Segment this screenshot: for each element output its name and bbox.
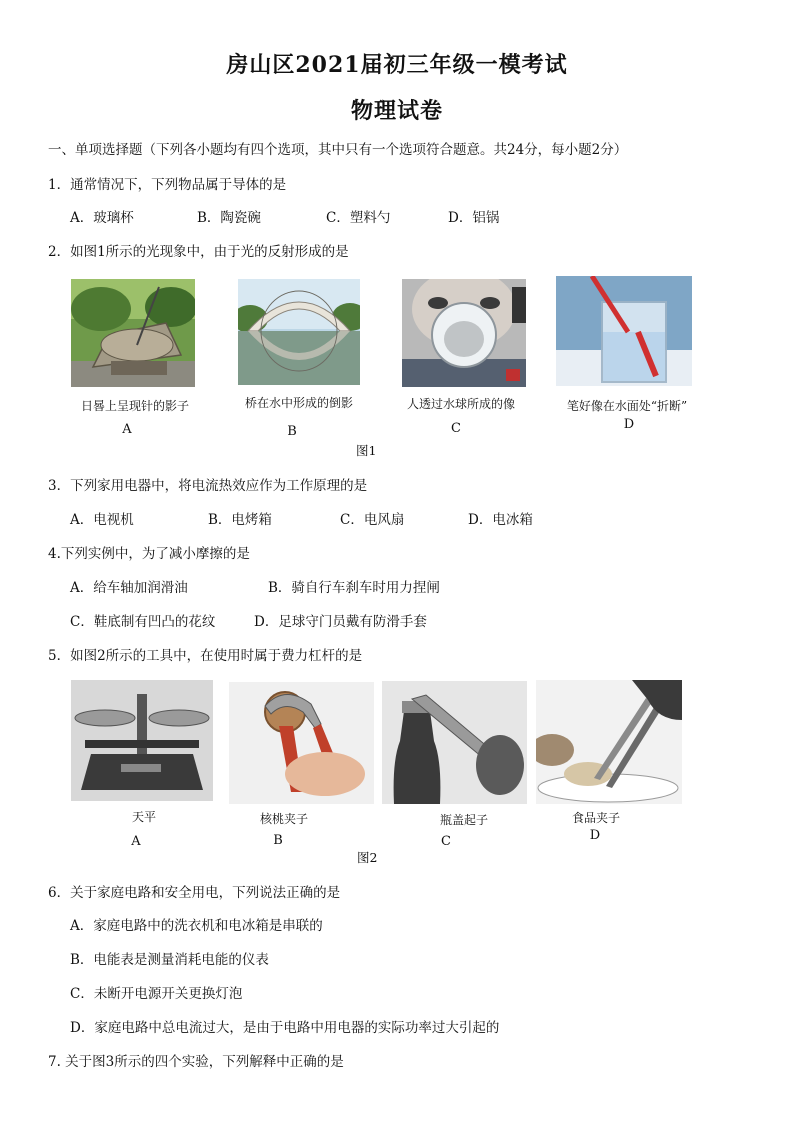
- sundial-photo: [71, 279, 195, 387]
- food-tongs-photo: [536, 680, 682, 804]
- q1-stem: 1．通常情况下，下列物品属于导体的是: [48, 177, 287, 193]
- figure-1-label: 图1: [356, 443, 377, 458]
- q6-stem: 6．关于家庭电路和安全用电，下列说法正确的是: [48, 885, 341, 901]
- fig1-caption-c: 人透过水球所成的像: [406, 397, 515, 411]
- fig2-letter-c: C: [441, 834, 451, 849]
- q7-stem: 7. 关于图3所示的四个实验，下列解释中正确的是: [48, 1054, 344, 1070]
- q6-option-b: B．电能表是测量消耗电能的仪表: [70, 952, 269, 968]
- fig2-caption-d: 食品夹子: [571, 811, 620, 825]
- section-heading: 一、单项选择题（下列各小题均有四个选项，其中只有一个选项符合题意。共24分，每小题2分）: [48, 142, 628, 158]
- fig2-caption-b: 核桃夹子: [259, 812, 308, 826]
- q1-option-b: B．陶瓷碗: [197, 210, 261, 226]
- water-ball-photo: [402, 279, 526, 387]
- fig2-letter-a: A: [131, 834, 141, 849]
- figure-2-label: 图2: [357, 850, 378, 865]
- q1-option-d: D．铝锅: [448, 210, 500, 226]
- q1-option-a: A．玻璃杯: [70, 210, 134, 226]
- q3-option-b: B．电烤箱: [208, 512, 272, 528]
- q6-option-d: D．家庭电路中总电流过大，是由于电路中用电器的实际功率过大引起的: [70, 1020, 500, 1036]
- q4-stem: 4.下列实例中，为了减小摩擦的是: [48, 546, 250, 562]
- q2-stem: 2．如图1所示的光现象中，由于光的反射形成的是: [48, 244, 349, 260]
- q3-stem: 3．下列家用电器中，将电流热效应作为工作原理的是: [48, 478, 368, 494]
- q6-option-a: A．家庭电路中的洗衣机和电冰箱是串联的: [70, 918, 323, 934]
- fig2-caption-c: 瓶盖起子: [439, 813, 488, 827]
- fig1-letter-a: A: [122, 422, 132, 437]
- fig2-letter-d: D: [589, 828, 601, 843]
- fig1-caption-b: 桥在水中形成的倒影: [244, 396, 353, 410]
- bridge-reflection-photo: [238, 279, 360, 385]
- exam-subtitle: 物理试卷: [350, 98, 443, 124]
- bent-pen-photo: [556, 276, 692, 386]
- q3-option-c: C．电风扇: [340, 512, 405, 528]
- exam-title: 房山区2021届初三年级一模考试: [226, 52, 568, 78]
- q3-option-d: D．电冰箱: [468, 512, 533, 528]
- q4-option-a: A．给车轴加润滑油: [70, 580, 188, 596]
- fig1-letter-b: B: [287, 424, 297, 439]
- nutcracker-photo: [229, 682, 374, 804]
- q3-option-a: A．电视机: [70, 512, 134, 528]
- fig1-letter-d: D: [623, 417, 635, 432]
- q5-stem: 5．如图2所示的工具中，在使用时属于费力杠杆的是: [48, 648, 363, 664]
- q1-option-c: C．塑料勺: [326, 210, 391, 226]
- fig1-caption-a: 日晷上呈现针的影子: [80, 399, 189, 413]
- fig1-letter-c: C: [451, 421, 461, 436]
- fig2-letter-b: B: [273, 833, 283, 848]
- fig1-caption-d: 笔好像在水面处“折断”: [566, 399, 688, 413]
- q6-option-c: C．未断开电源开关更换灯泡: [70, 986, 243, 1002]
- bottle-opener-photo: [382, 681, 527, 804]
- q4-option-c: C．鞋底制有凹凸的花纹: [70, 614, 216, 630]
- fig2-caption-a: 天平: [131, 810, 156, 824]
- q4-option-d: D．足球守门员戴有防滑手套: [254, 614, 427, 630]
- q4-option-b: B．骑自行车刹车时用力捏闸: [268, 580, 440, 596]
- balance-scale-photo: [71, 680, 213, 801]
